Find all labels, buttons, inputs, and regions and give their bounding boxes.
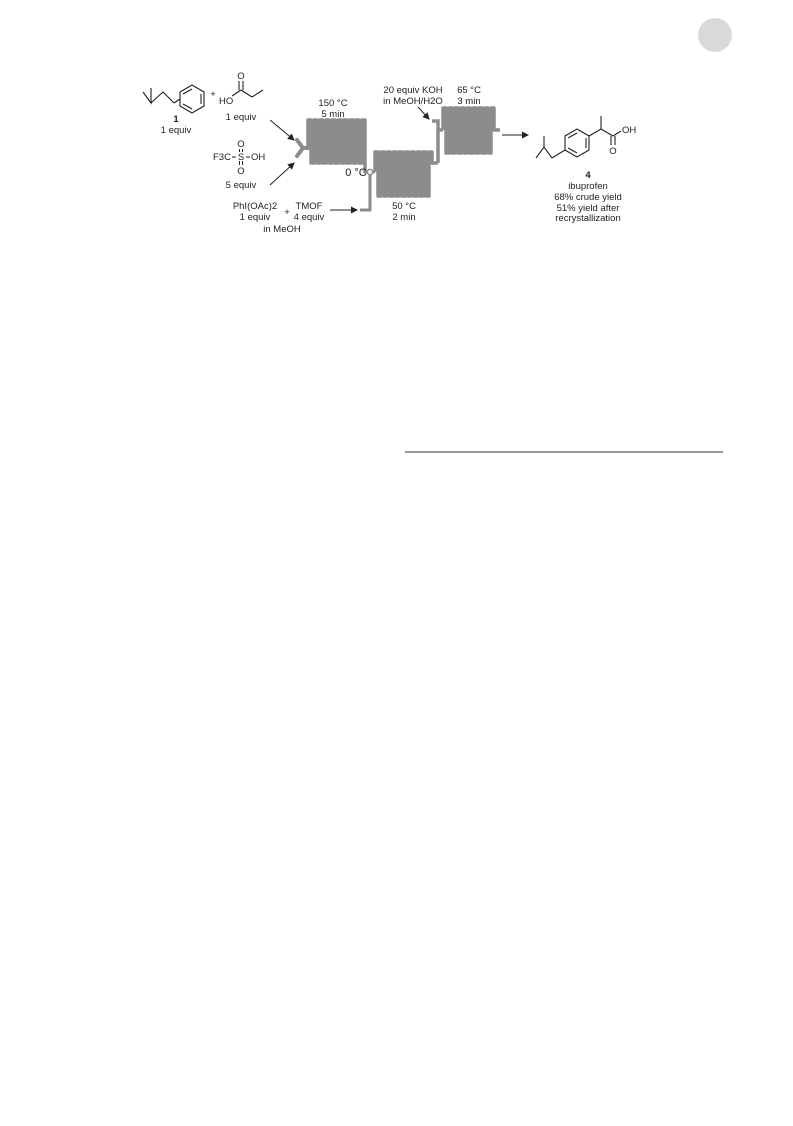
reactant-1-equiv: 1 equiv: [160, 125, 192, 136]
propanoic-acid-structure: [232, 81, 263, 97]
product-yield-line-1: 51% yield after: [556, 203, 620, 214]
reagent-3-line-2: in MeOH/H2O: [383, 96, 443, 107]
reactor-coil-2: [375, 152, 438, 196]
reagent-phi-equiv: 1 equiv: [239, 212, 271, 223]
product-o: O: [609, 146, 617, 157]
product-oh: OH: [622, 125, 637, 136]
triflic-oh: OH: [251, 152, 266, 163]
reactant-1-number: 1: [173, 114, 179, 125]
product-number: 4: [585, 170, 591, 181]
quench-junction: [367, 169, 372, 174]
product-name: ibuprofen: [568, 181, 608, 192]
feed-arrow-1: [270, 120, 294, 140]
reactor-3-temp: 65 °C: [457, 85, 481, 96]
product-yield-line-2: recrystallization: [555, 213, 621, 224]
reactor-2-time: 2 min: [392, 212, 416, 223]
reactor-3-time: 3 min: [457, 96, 481, 107]
triflic-f3c: F3C: [213, 152, 231, 163]
feed-arrow-2: [270, 163, 294, 185]
triflic-o-top: O: [237, 139, 245, 150]
quench-temp: 0 °C: [345, 167, 367, 179]
reagent-tmof-equiv: 4 equiv: [293, 212, 325, 223]
triflic-sulfur: S: [237, 152, 245, 163]
propanoic-acid-equiv: 1 equiv: [225, 112, 257, 123]
plus-sign: +: [210, 89, 216, 100]
triflic-acid-equiv: 5 equiv: [225, 180, 257, 191]
reagent-3-line-1: 20 equiv KOH: [383, 85, 443, 96]
reactor-1-temp: 150 °C: [318, 98, 348, 109]
propanoic-acid-ho: HO: [219, 96, 234, 107]
reagent-phi: PhI(OAc)2: [232, 201, 278, 212]
product-crude-yield: 68% crude yield: [554, 192, 622, 203]
reactor-coil-3: [443, 108, 500, 153]
reagents-2-solvent: in MeOH: [263, 224, 301, 235]
reactor-coil-1: [308, 120, 368, 172]
isobutylbenzene-structure: [143, 85, 204, 113]
page-badge: [698, 18, 732, 52]
ibuprofen-structure: [536, 116, 621, 158]
reactor-1-time: 5 min: [321, 109, 345, 120]
reactor-2-temp: 50 °C: [392, 201, 416, 212]
reagent-tmof: TMOF: [295, 201, 323, 212]
reagents-2-plus: +: [284, 207, 290, 218]
reagent-3-arrow: [418, 107, 429, 119]
triflic-o-bottom: O: [237, 166, 245, 177]
propanoic-acid-oxygen: O: [237, 71, 245, 82]
